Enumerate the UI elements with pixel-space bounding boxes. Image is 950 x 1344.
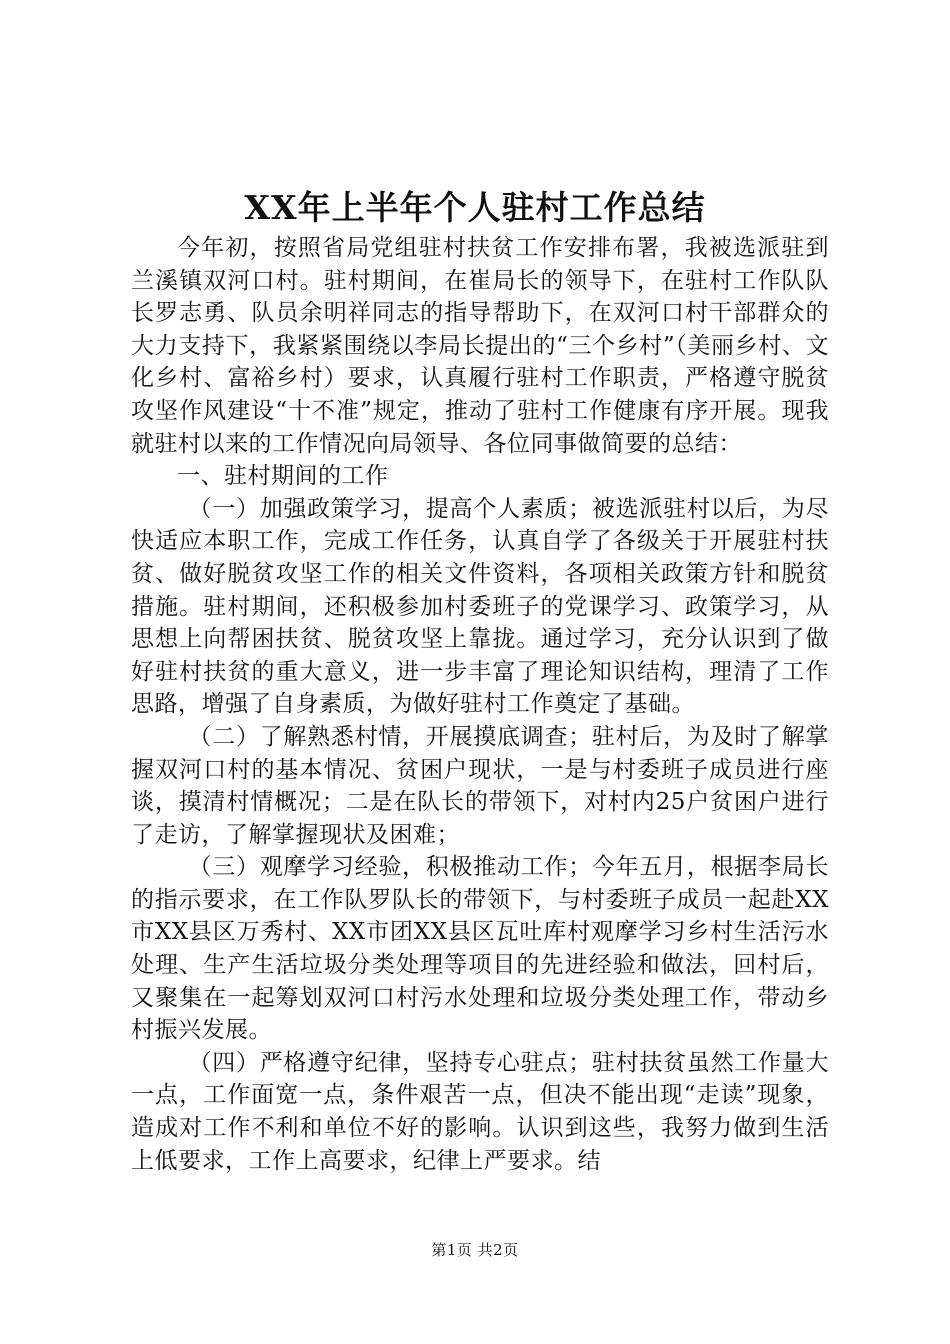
paragraph-item-3: （三）观摩学习经验，积极推动工作；今年五月，根据李局长的指示要求，在工作队罗队长的带领下，与村委班子成员一起赴XX市XX县区万秀村、XX市团XX县区瓦吐库村观摩学习乡村生活污水处理、生产生活垃圾分类处理等项目的先进经验和做法，回村后，又聚集在一起筹划双河口村污水处理和垃圾分类处理工作，带动乡村振兴发展。 bbox=[131, 854, 829, 1044]
section-heading: 一、驻村期间的工作 bbox=[177, 463, 389, 490]
paragraph-item-4: （四）严格遵守纪律，坚持专心驻点；驻村扶贫虽然工作量大一点，工作面宽一点，条件艰苦一点，但决不能出现“走读”现象，造成对工作不利和单位不好的影响。认识到这些，我努力做到生活上低要求，工作上高要求，纪律上严要求。结 bbox=[131, 1049, 829, 1174]
document-body bbox=[131, 232, 829, 1177]
paragraph-item-1: （一）加强政策学习，提高个人素质；被选派驻村以后，为尽快适应本职工作，完成工作任务，认真自学了各级关于开展驻村扶贫、做好脱贫攻坚工作的相关文件资料，各项相关政策方针和脱贫措施。驻村期间，还积极参加村委班子的党课学习、政策学习，从思想上向帮困扶贫、脱贫攻坚上靠拢。通过学习，充分认识到了做好驻村扶贫的重大意义，进一步丰富了理论知识结构，理清了工作思路，增强了自身素质，为做好驻村工作奠定了基础。 bbox=[131, 495, 829, 718]
paragraph-item-2: （二）了解熟悉村情，开展摸底调查；驻村后，为及时了解掌握双河口村的基本情况、贫困户现状，一是与村委班子成员进行座谈，摸清村情概况；二是在队长的带领下，对村内25户贫困户进行了走访，了解掌握现状及困难； bbox=[131, 723, 829, 848]
document-title: XX年上半年个人驻村工作总结 bbox=[244, 188, 706, 227]
intro-paragraph: 今年初，按照省局党组驻村扶贫工作安排布署，我被选派驻到兰溪镇双河口村。驻村期间，在崔局长的领导下，在驻村工作队队长罗志勇、队员余明祥同志的指导帮助下，在双河口村干部群众的大力支持下，我紧紧围绕以李局长提出的“三个乡村”（美丽乡村、文化乡村、富裕乡村）要求，认真履行驻村工作职责，严格遵守脱贫攻坚作风建设“十不准”规定，推动了驻村工作健康有序开展。现我就驻村以来的工作情况向局领导、各位同事做简要的总结： bbox=[131, 235, 829, 457]
page-number-footer: 第1页 共2页 bbox=[431, 1241, 519, 1259]
